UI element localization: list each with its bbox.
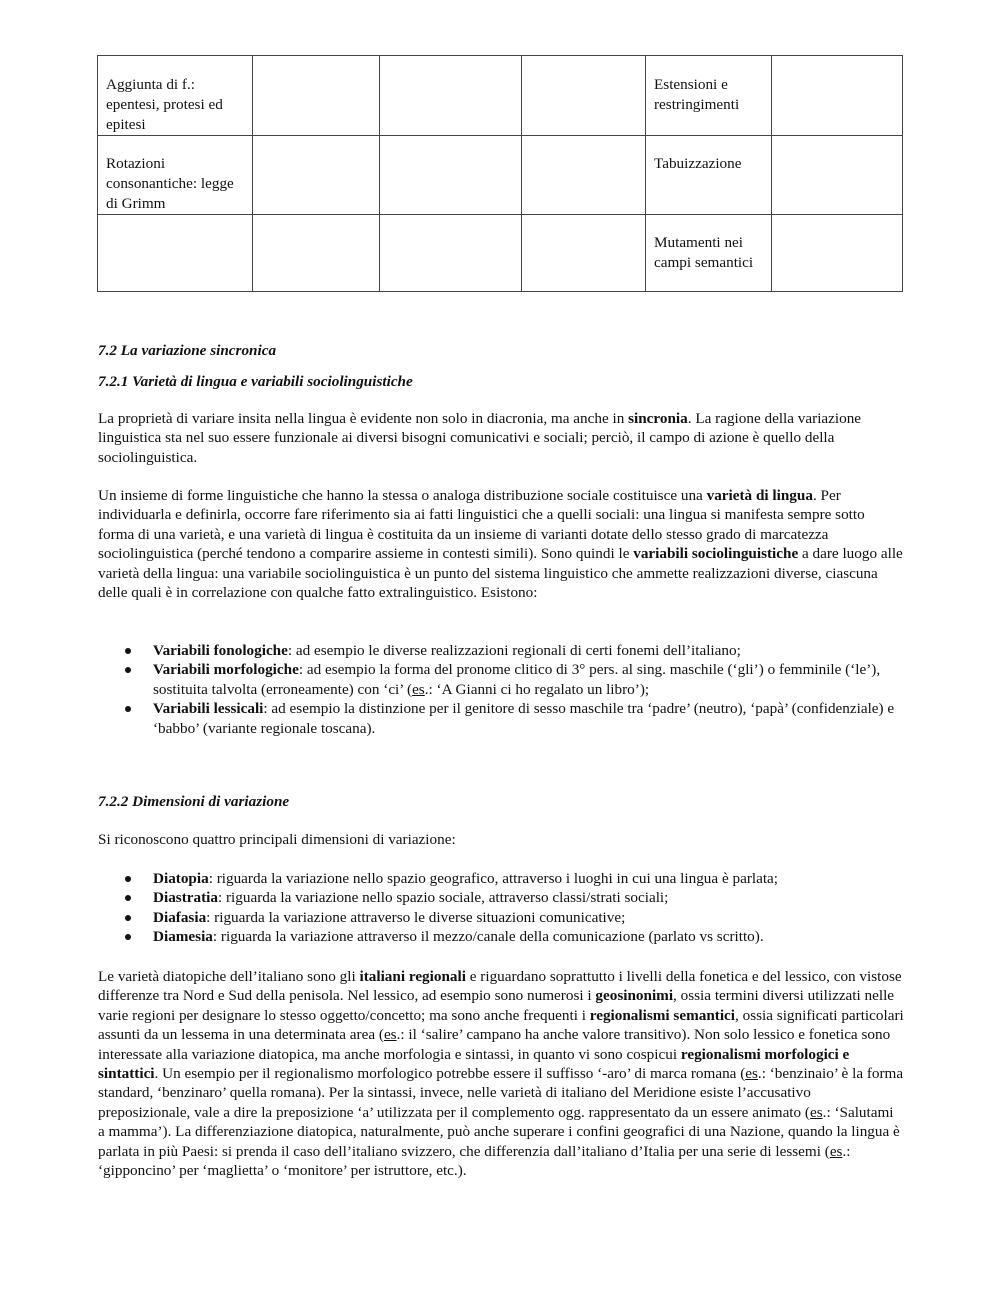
bullet-icon — [125, 667, 131, 673]
table-row — [98, 215, 903, 292]
list-item: Diatopia: riguarda la variazione nello spazio geografico, attraverso i luoghi in cui una lingua è parlata; — [98, 869, 904, 888]
table-cell — [522, 136, 646, 215]
list-item: Variabili fonologiche: ad esempio le diverse realizzazioni regionali di certi fonemi dell’italiano; — [98, 641, 904, 660]
paragraph: La proprietà di variare insita nella lingua è evidente non solo in diacronia, ma anche in sincronia. La ragione della variazione linguistica sta nel suo essere funzionale ai diversi bisogni comunicativi e sociali; perciò, il campo di azione è quello della sociolinguistica. — [98, 410, 862, 466]
comparison-table — [97, 55, 903, 292]
table-cell: Aggiunta di f.: epentesi, protesi ed epitesi — [98, 56, 253, 136]
bullet-list — [98, 869, 904, 947]
paragraph: Si riconoscono quattro principali dimensioni di variazione: — [98, 831, 456, 848]
table-cell — [772, 56, 903, 136]
list-item: Diastratia: riguarda la variazione nello spazio sociale, attraverso classi/strati sociali; — [98, 888, 904, 907]
table-cell — [380, 56, 522, 136]
subsection-heading: 7.2.1 Varietà di lingua e variabili sociolinguistiche — [98, 373, 413, 390]
bullet-icon — [125, 934, 131, 940]
table-cell: Tabuizzazione — [646, 136, 772, 215]
bullet-icon — [125, 876, 131, 882]
list-item: Diafasia: riguarda la variazione attraverso le diverse situazioni comunicative; — [98, 908, 904, 927]
bullet-icon — [125, 706, 131, 712]
table-row — [98, 56, 903, 136]
bullet-icon — [125, 648, 131, 654]
table-cell — [522, 215, 646, 292]
table-cell — [772, 215, 903, 292]
table-cell — [253, 215, 380, 292]
table-cell — [380, 136, 522, 215]
table-cell — [253, 56, 380, 136]
paragraph: Un insieme di forme linguistiche che hanno la stessa o analoga distribuzione sociale costituisce una varietà di lingua. Per individuarla e definirla, occorre fare riferimento sia ai fatti linguistici che a quelli sociali: una lingua si manifesta sempre sotto forma di una varietà, e una varietà di lingua è costituita da un insieme di varianti dotate dello stesso grado di marcatezza sociolinguistica (perché tendono a comparire assieme in contesti simili). Sono quindi le variabili sociolinguistiche a dare luogo alle varietà della lingua: una variabile sociolinguistica è un punto del sistema linguistico che ammette realizzazioni diverse, ciascuna delle quali è in correlazione con qualche fatto extralinguistico. Esistono: — [98, 487, 903, 602]
table-cell — [380, 215, 522, 292]
section-heading: 7.2 La variazione sincronica — [98, 342, 277, 359]
table-cell — [253, 136, 380, 215]
list-item: Variabili morfologiche: ad esempio la forma del pronome clitico di 3° pers. al sing. maschile (‘gli’) o femminile (‘le’), sostituita talvolta (erroneamente) con ‘ci’ (es.: ‘A Gianni ci ho regalato un libro’); — [98, 660, 904, 699]
list-item: Variabili lessicali: ad esempio la distinzione per il genitore di sesso maschile tra ‘padre’ (neutro), ‘papà’ (confidenziale) e ‘babbo’ (variante regionale toscana). — [98, 699, 904, 738]
table-cell — [522, 56, 646, 136]
table-cell: Estensioni e restringimenti — [646, 56, 772, 136]
bullet-list — [98, 641, 904, 738]
paragraph: Le varietà diatopiche dell’italiano sono gli italiani regionali e riguardano soprattutto i livelli della fonetica e del lessico, con vistose differenze tra Nord e Sud della penisola. Nel lessico, ad esempio sono numerosi i geosinonimi, ossia termini diversi utilizzati nelle varie regioni per designare lo stesso oggetto/concetto; ma sono anche frequenti i regionalismi semantici, ossia significati particolari assunti da un lessema in una determinata area (es.: il ‘salire’ campano ha anche valore transitivo). Non solo lessico e fonetica sono interessate alla variazione diatopica, ma anche morfologia e sintassi, in quanto vi sono cospicui regionalismi morfologici e sintattici. Un esempio per il regionalismo morfologico potrebbe essere il suffisso ‘-aro’ di marca romana (es.: ‘benzinaio’ è la forma standard, ‘benzinaro’ quella romana). Per la sintassi, invece, nelle varietà di italiano del Meridione esiste l’accusativo preposizionale, vale a dire la preposizione ‘a’ utilizzata per il complemento ogg. rappresentato da un essere animato (es.: ‘Salutami a mamma’). La differenziazione diatopica, naturalmente, può anche superare i confini geografici di una Nazione, quando la lingua è parlata in più Paesi: si prenda il caso dell’italiano svizzero, che differenzia dall’italiano d’Italia per una serie di lessemi (es.: ‘gipponcino’ per ‘maglietta’ o ‘monitore’ per istruttore, etc.). — [98, 968, 904, 1180]
table-cell — [98, 215, 253, 292]
subsection-heading: 7.2.2 Dimensioni di variazione — [98, 793, 290, 810]
table-cell: Mutamenti nei campi semantici — [646, 215, 772, 292]
table-row — [98, 136, 903, 215]
bullet-icon — [125, 895, 131, 901]
table-cell: Rotazioni consonantiche: legge di Grimm — [98, 136, 253, 215]
list-item: Diamesia: riguarda la variazione attraverso il mezzo/canale della comunicazione (parlato vs scritto). — [98, 927, 904, 946]
bullet-icon — [125, 915, 131, 921]
table-cell — [772, 136, 903, 215]
